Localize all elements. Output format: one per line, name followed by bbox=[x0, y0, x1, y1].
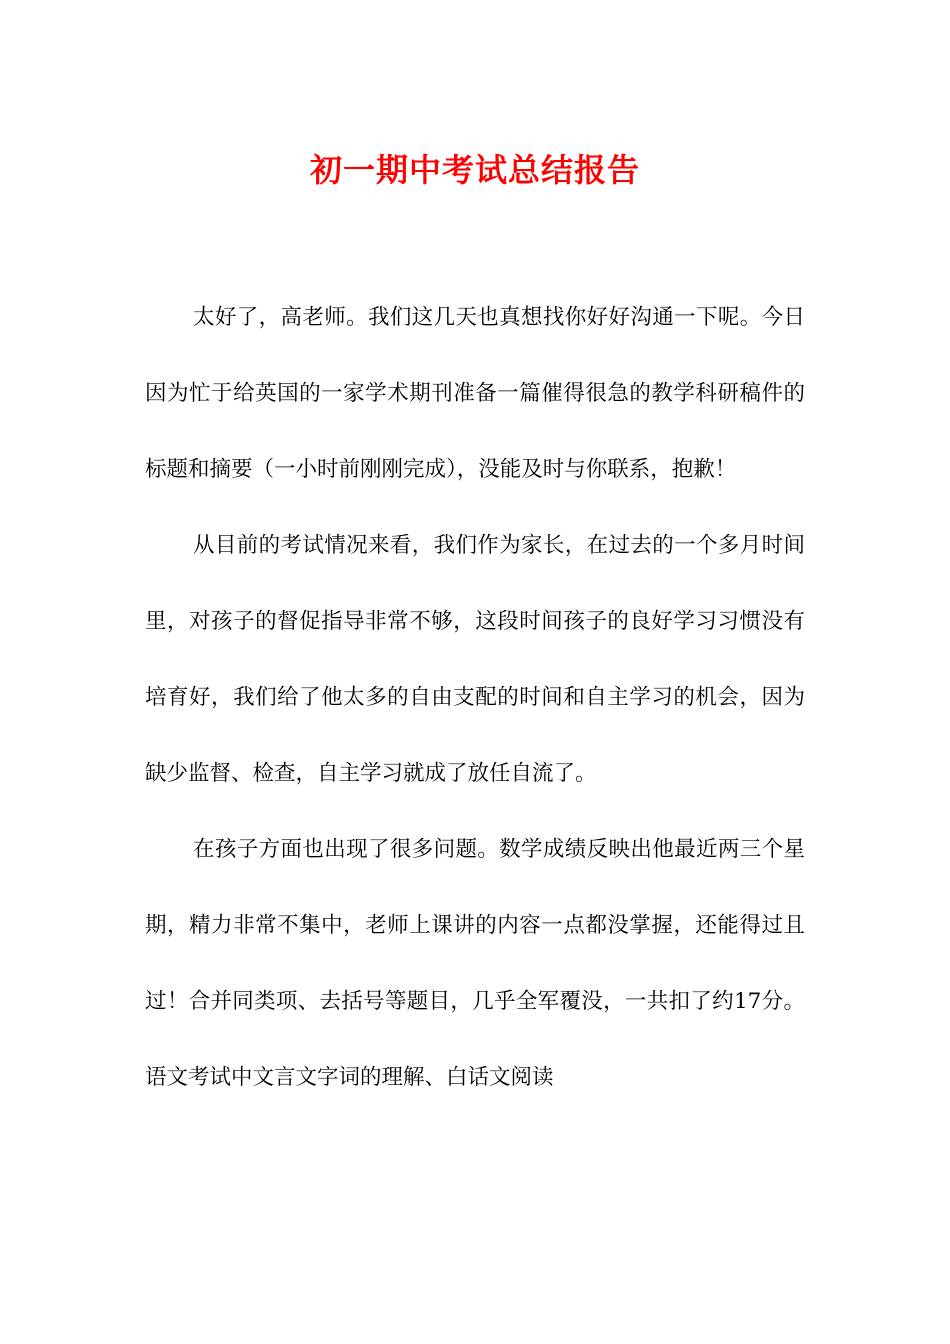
document-body bbox=[145, 280, 805, 1116]
paragraph-1: 太好了，高老师。我们这几天也真想找你好好沟通一下呢。今日因为忙于给英国的一家学术期刊准备一篇催得很急的教学科研稿件的标题和摘要（一小时前刚刚完成），没能及时与你联系，抱歉！ bbox=[145, 305, 805, 482]
paragraph-2: 从目前的考试情况来看，我们作为家长，在过去的一个多月时间里，对孩子的督促指导非常不够，这段时间孩子的良好学习习惯没有培育好，我们给了他太多的自由支配的时间和自主学习的机会，因为缺少监督、检查，自主学习就成了放任自流了。 bbox=[145, 533, 805, 786]
document-title: 初一期中考试总结报告 bbox=[309, 151, 640, 189]
paragraph-3: 在孩子方面也出现了很多问题。数学成绩反映出他最近两三个星期，精力非常不集中，老师上课讲的内容一点都没掌握，还能得过且过！合并同类项、去括号等题目，几乎全军覆没，一共扣了约17分。语文考试中文言文字词的理解、白话文阅读 bbox=[145, 837, 805, 1090]
